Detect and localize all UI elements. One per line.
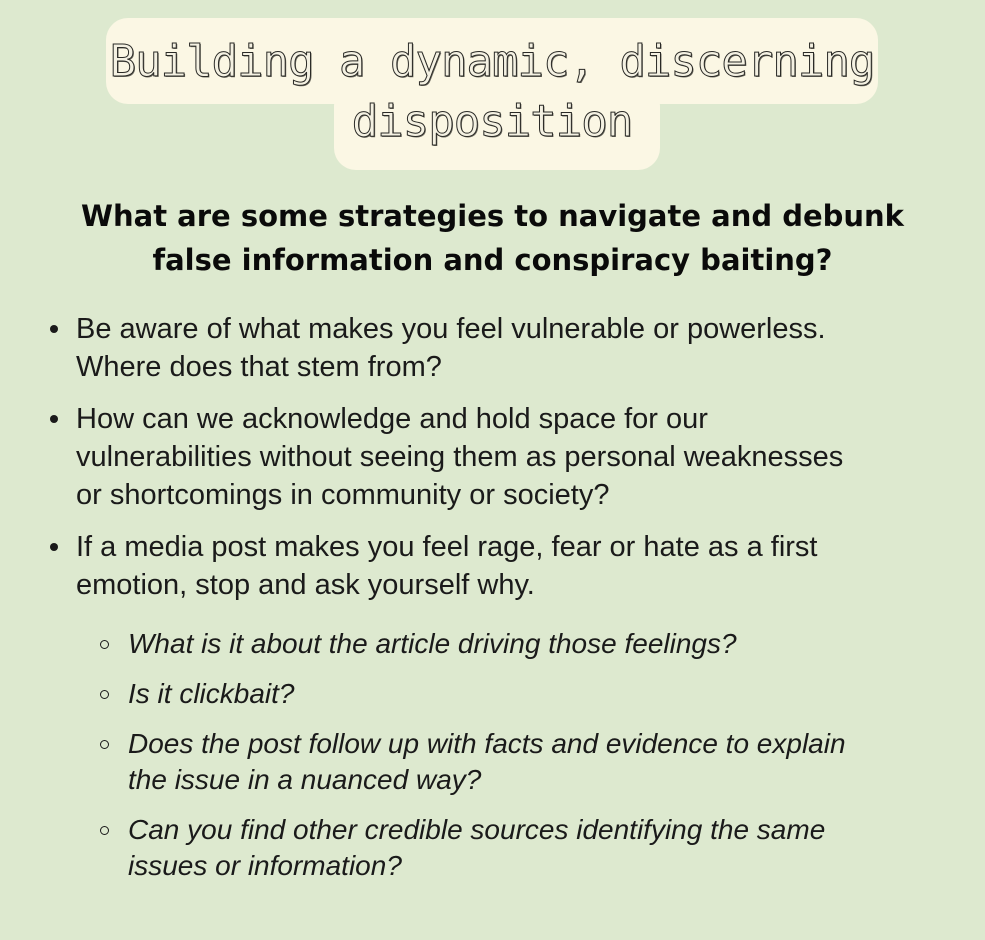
sub-list-item xyxy=(100,812,960,884)
list-item xyxy=(40,528,960,604)
sub-list-item-line: issues or information? xyxy=(128,850,402,881)
strategy-list xyxy=(40,310,960,618)
list-item xyxy=(40,310,960,386)
sub-list-item-line: the issue in a nuanced way? xyxy=(128,764,482,795)
bullet-dot-icon xyxy=(50,415,58,423)
list-item-line: If a media post makes you feel rage, fear or hate as a first xyxy=(76,531,818,563)
list-item-line: Where does that stem from? xyxy=(76,351,442,383)
list-item-line: emotion, stop and ask yourself why. xyxy=(76,569,535,601)
title-line-2: disposition xyxy=(351,96,633,147)
bullet-circle-icon xyxy=(100,690,109,699)
sub-list-item-line: Is it clickbait? xyxy=(128,678,295,709)
list-item-line: vulnerabilities without seeing them as personal weaknesses xyxy=(76,441,844,473)
bullet-circle-icon xyxy=(100,826,109,835)
bullet-dot-icon xyxy=(50,325,58,333)
sub-list-item xyxy=(100,626,960,662)
question-sublist xyxy=(100,626,960,898)
title-line-1: Building a dynamic, discerning xyxy=(109,36,875,87)
sub-list-item xyxy=(100,726,960,798)
sub-list-item-line: Can you find other credible sources identifying the same xyxy=(128,814,826,845)
bullet-dot-icon xyxy=(50,543,58,551)
bullet-circle-icon xyxy=(100,740,109,749)
question-line-2: false information and conspiracy baiting? xyxy=(152,243,833,277)
sub-list-item-line: What is it about the article driving those feelings? xyxy=(128,628,737,659)
list-item xyxy=(40,400,960,514)
list-item-line: How can we acknowledge and hold space for our xyxy=(76,403,708,435)
list-item-line: Be aware of what makes you feel vulnerable or powerless. xyxy=(76,313,826,345)
page-title xyxy=(106,32,878,152)
sub-list-item xyxy=(100,676,960,712)
list-item-line: or shortcomings in community or society? xyxy=(76,479,610,511)
bullet-circle-icon xyxy=(100,640,109,649)
question-line-1: What are some strategies to navigate and debunk xyxy=(81,199,904,233)
question-heading xyxy=(20,194,965,282)
title-banner xyxy=(0,18,985,170)
sub-list-item-line: Does the post follow up with facts and evidence to explain xyxy=(128,728,846,759)
